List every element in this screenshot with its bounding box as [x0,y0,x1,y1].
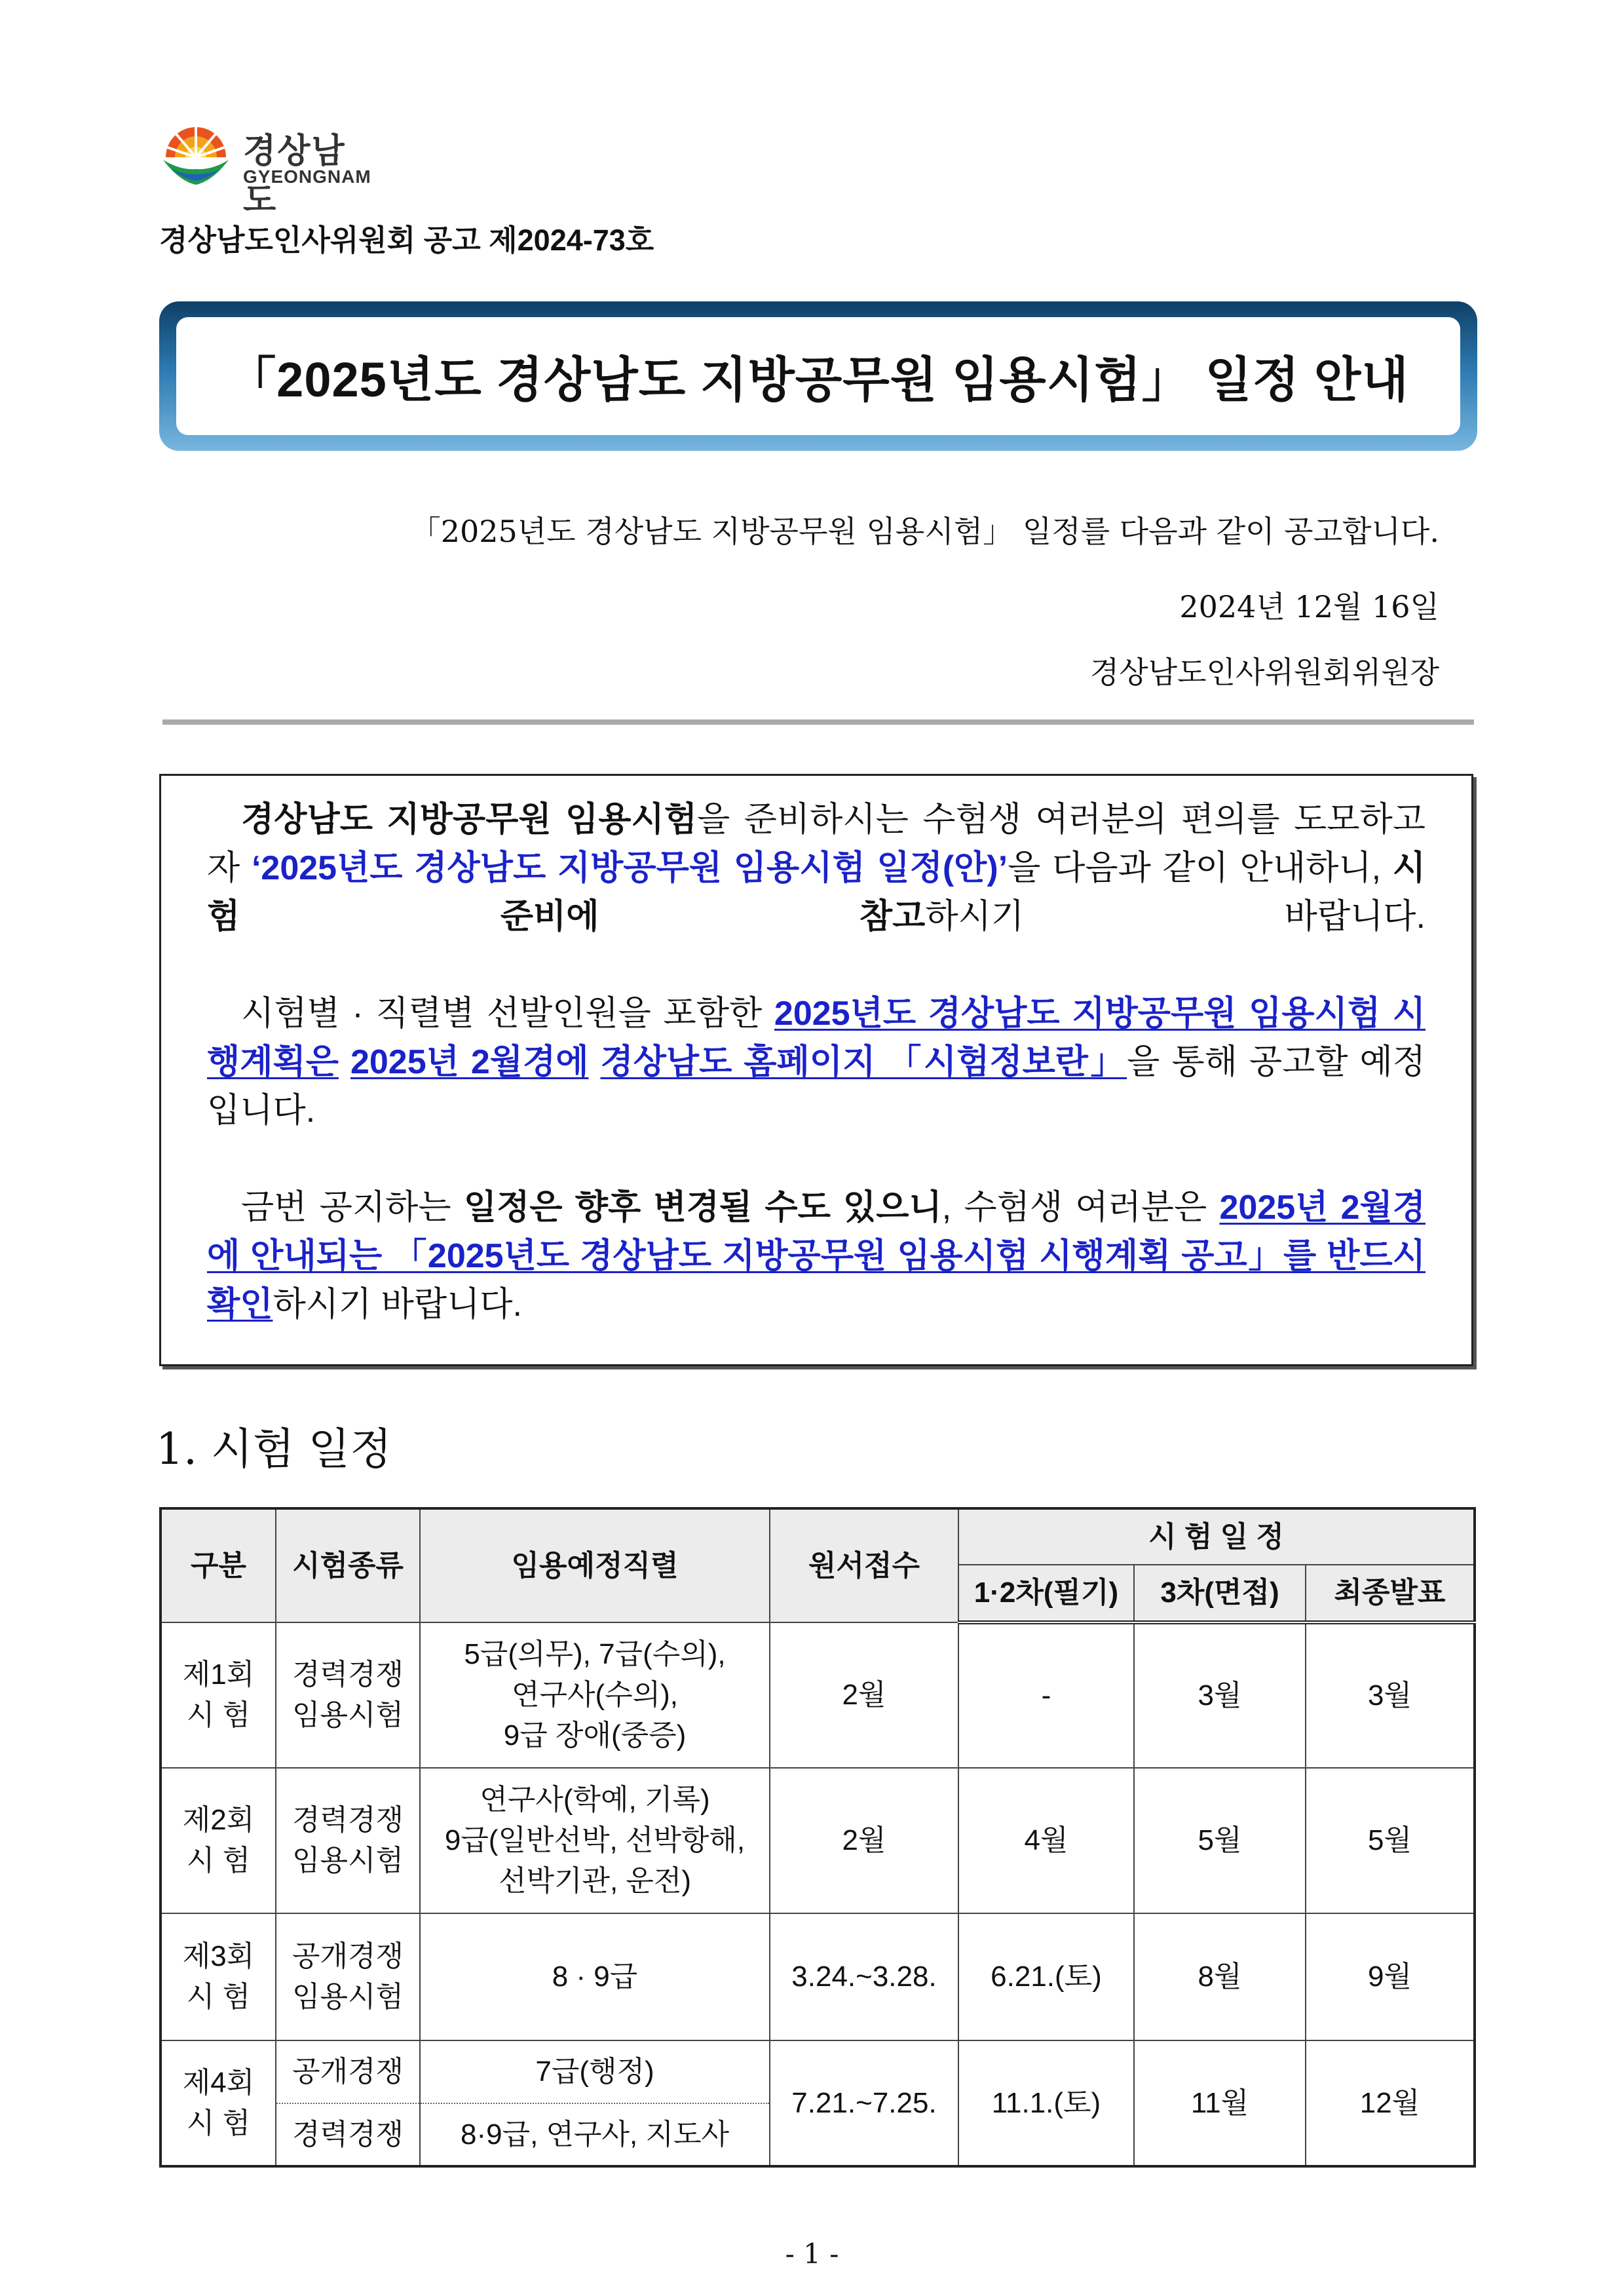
row2-grades [420,1768,770,1913]
row3-exam-line1: 제3회 [182,1940,255,1972]
row4-application: 7.21.~7.25. [770,2040,958,2166]
row3-exam-line2: 시 험 [186,1981,251,2013]
row1-type [276,1622,420,1768]
row1-type-line2: 임용시험 [292,1699,404,1731]
row2-grades-line1: 연구사(학예, 기록) [480,1784,710,1816]
p2-text-1: 시험별 · 직렬별 선발인원을 포함한 [241,995,774,1033]
row1-type-line1: 경력경쟁 [292,1658,404,1691]
row1-grades [420,1622,770,1768]
row3-final: 9월 [1306,1913,1475,2040]
logo [159,117,375,220]
row3-type-line1: 공개경쟁 [292,1940,404,1972]
p1-bold-exam: 경상남도 지방공무원 임용시험 [241,801,697,839]
p1-schedule-highlight: ‘2025년도 경상남도 지방공무원 임용시험 일정(안)’ [251,849,1008,887]
info-paragraph-3 [207,1183,1426,1329]
row2-written: 4월 [958,1768,1134,1913]
row4-written: 11.1.(토) [958,2040,1134,2166]
row2-interview: 5월 [1134,1768,1306,1913]
p3-text-1: 금번 공지하는 [241,1189,464,1227]
p3-bold-change: 일정은 향후 변경될 수도 있으니 [463,1189,942,1227]
row3-type-line2: 임용시험 [292,1981,404,2013]
row4-interview: 11월 [1134,2040,1306,2166]
row1-grades-line2: 연구사(수의), [511,1679,679,1711]
row1-grades-line1: 5급(의무), 7급(수의), [464,1638,726,1670]
row3-exam [161,1913,276,2040]
table-row [161,2040,1475,2103]
row2-grades-line2: 9급(일반선박, 선박항해, [444,1824,746,1856]
page-title: 「2025년도 경상남도 지방공무원 임용시험」 일정 안내 [227,353,1409,407]
row1-grades-line3: 9급 장애(중증) [503,1719,687,1751]
info-paragraph-2 [207,989,1426,1135]
title-box [176,317,1460,435]
table-row [161,1913,1475,2040]
table-row [161,1622,1475,1768]
row4b-grades: 8·9급, 연구사, 지도사 [420,2103,770,2166]
p1-bold-reference: 시험 준비에 참고 [207,849,1426,936]
p2-space-2 [588,1043,600,1081]
row4a-type: 공개경쟁 [276,2040,420,2103]
p1-text-2: 을 다음과 같이 안내하니, [1008,849,1393,887]
header-schedule: 시 험 일 정 [958,1508,1475,1565]
row3-application: 3.24.~3.28. [770,1913,958,2040]
p2-text-2: 을 통해 공고할 예정입니다. [207,1043,1426,1130]
p3-text-3: 하시기 바랍니다. [273,1286,522,1324]
info-box [159,774,1473,1366]
header-category: 구분 [161,1508,276,1622]
row1-exam-line1: 제1회 [182,1658,255,1691]
row1-final: 3월 [1306,1622,1475,1768]
header-written: 1·2차(필기) [958,1565,1134,1622]
p2-plan-link: 2025년도 경상남도 지방공무원 임용시험 시행계획은 [207,995,1426,1081]
row2-type [276,1768,420,1913]
page-number: - 1 - [785,2238,839,2270]
p1-text-3: 하시기 바랍니다. [925,898,1426,936]
row1-interview: 3월 [1134,1622,1306,1768]
signer: 경상남도인사위원회위원장 [1089,655,1439,690]
row3-interview: 8월 [1134,1913,1306,2040]
header-final: 최종발표 [1306,1565,1475,1622]
row2-exam-line1: 제2회 [182,1804,255,1836]
notice-date: 2024년 12월 16일 [1179,589,1439,624]
header-type: 시험종류 [276,1508,420,1622]
divider [162,719,1474,725]
table-row [161,1768,1475,1913]
row2-type-line1: 경력경쟁 [292,1804,404,1836]
row1-application: 2월 [770,1622,958,1768]
row4-exam-line2: 시 험 [186,2107,251,2139]
row3-type [276,1913,420,2040]
row2-type-line2: 임용시험 [292,1845,404,1877]
header-application: 원서접수 [770,1508,958,1622]
row2-final: 5월 [1306,1768,1475,1913]
p3-text-2: , 수험생 여러분은 [941,1189,1220,1227]
gyeongnam-emblem-icon [159,117,233,190]
p3-confirm-link: 2025년 2월경에 안내되는 「2025년도 경상남도 지방공무원 임용시험 시행계획 공고」를 반드시 확인 [207,1189,1426,1324]
row3-grades: 8 · 9급 [420,1913,770,2040]
section-title: 1. 시험 일정 [156,1424,392,1474]
row4-exam-line1: 제4회 [182,2066,255,2099]
row4b-type: 경력경쟁 [276,2103,420,2166]
row4-exam [161,2040,276,2166]
row2-exam-line2: 시 험 [186,1845,251,1877]
lead-text: 「2025년도 경상남도 지방공무원 임용시험」 일정를 다음과 같이 공고합니다. [410,514,1439,549]
logo-name-ko: 경상남도 [243,132,346,220]
p2-date-link: 2025년 2월경에 [350,1043,589,1081]
p2-space-1 [339,1043,350,1081]
info-paragraph-1 [207,795,1426,941]
logo-name-en: GYEONGNAM [243,166,371,187]
row1-written: - [958,1622,1134,1768]
row2-application: 2월 [770,1768,958,1913]
row1-exam [161,1622,276,1768]
p2-homepage-link: 경상남도 홈페이지 「시험정보란」 [600,1043,1127,1081]
title-banner [159,301,1477,451]
row3-written: 6.21.(토) [958,1913,1134,2040]
schedule-table [159,1507,1473,2166]
row2-exam [161,1768,276,1913]
header-grades: 임용예정직렬 [420,1508,770,1622]
header-interview: 3차(면접) [1134,1565,1306,1622]
notice-number: 경상남도인사위원회 공고 제2024-73호 [159,223,654,257]
row4a-grades: 7급(행정) [420,2040,770,2103]
row4-final: 12월 [1306,2040,1475,2166]
p1-text-1: 을 준비하시는 수험생 여러분의 편의를 도모하고자 [207,801,1426,887]
row1-exam-line2: 시 험 [186,1699,251,1731]
row2-grades-line3: 선박기관, 운전) [498,1865,692,1897]
